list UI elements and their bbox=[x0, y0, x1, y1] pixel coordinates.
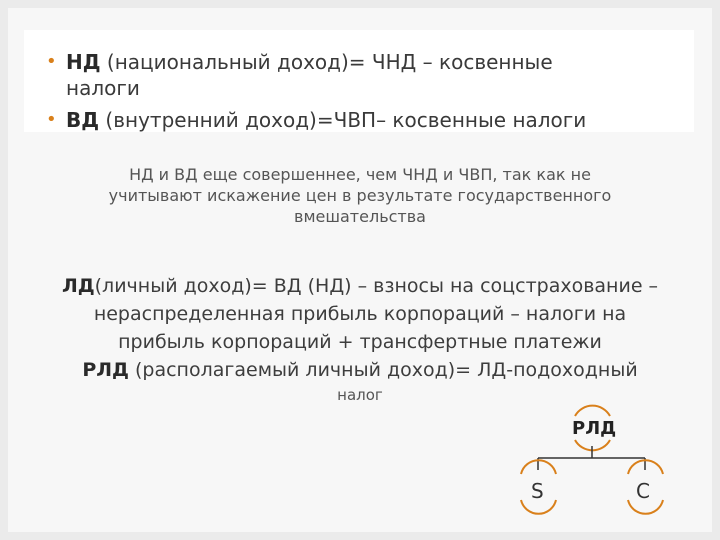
paragraph-line: учитывают искажение цен в результате государственного bbox=[108, 186, 612, 205]
term-nd: НД bbox=[66, 50, 101, 74]
bullet-dot-icon: • bbox=[46, 51, 57, 72]
paragraph-line: прибыль корпораций + трансфертные платежи bbox=[118, 331, 602, 353]
definition-rld: (располагаемый личный доход)= ЛД-подоходный bbox=[128, 359, 638, 381]
root-arc-top bbox=[575, 406, 610, 416]
tree-right-label: C bbox=[636, 479, 650, 503]
bullet-dot-icon: • bbox=[46, 109, 57, 130]
term-ld: ЛД bbox=[61, 275, 95, 297]
paragraph-line: НД и ВД еще совершеннее, чем ЧНД и ЧВП, так как не bbox=[129, 165, 591, 184]
definition-ld: (личный доход)= ВД (НД) – взносы на соцстрахование – bbox=[94, 275, 659, 297]
tree-left-label: S bbox=[531, 479, 544, 503]
tree-root-label: РЛД bbox=[572, 418, 617, 439]
definition-nd-continued: налоги bbox=[66, 76, 140, 100]
paragraph-line: нераспределенная прибыль корпораций – налоги на bbox=[93, 303, 627, 325]
paragraph-line: вмешательства bbox=[294, 207, 426, 226]
term-vd: ВД bbox=[66, 108, 100, 132]
definition-rld-end: налог bbox=[337, 386, 383, 404]
term-rld: РЛД bbox=[82, 359, 129, 381]
definition-vd: (внутренний доход)=ЧВП– косвенные налоги bbox=[99, 108, 587, 132]
definition-nd: (национальный доход)= ЧНД – косвенные bbox=[100, 50, 553, 74]
